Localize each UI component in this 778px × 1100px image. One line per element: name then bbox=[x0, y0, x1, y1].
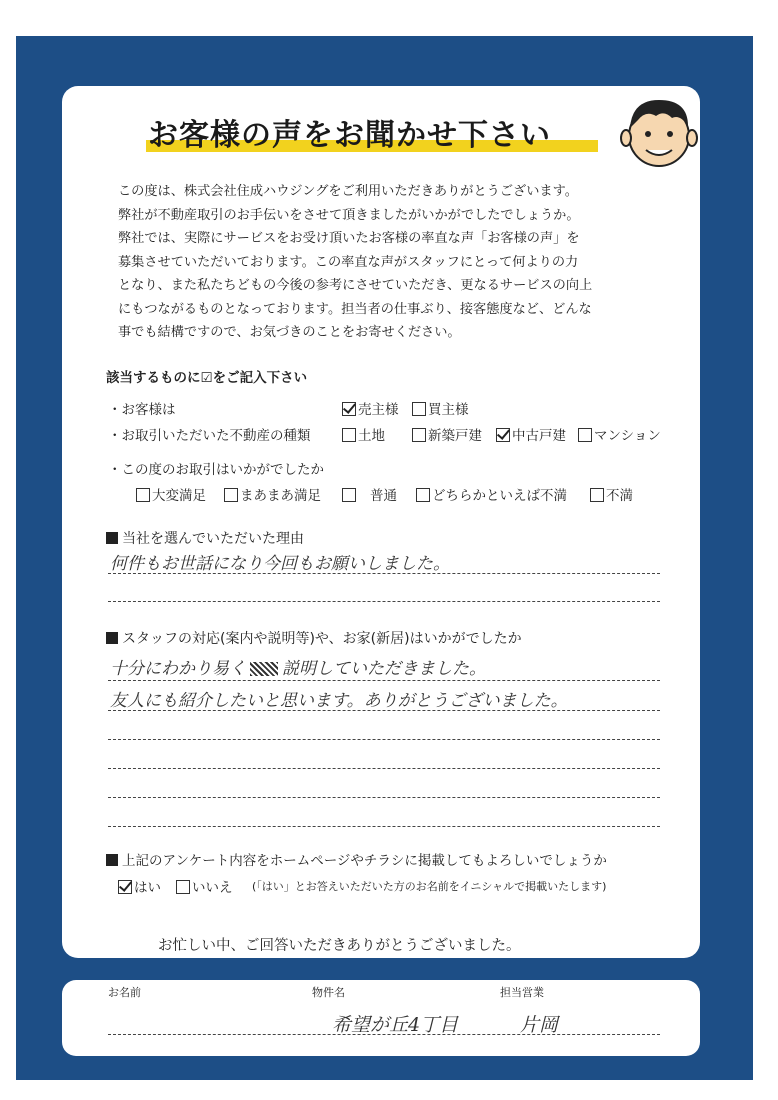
checkbox-yes[interactable] bbox=[118, 880, 132, 894]
option-somewhat-satisfied[interactable]: まあまあ満足 bbox=[224, 484, 321, 504]
option-unsatisfied[interactable]: 不満 bbox=[590, 484, 633, 504]
checkbox-seller[interactable] bbox=[342, 402, 356, 416]
option-normal[interactable]: 普通 bbox=[342, 484, 397, 504]
square-bullet-icon bbox=[106, 532, 118, 544]
name-label: お名前 bbox=[108, 986, 141, 999]
staff-label: 担当営業 bbox=[500, 986, 544, 999]
publish-note: (「はい」とお答えいただいた方のお名前をイニシャルで掲載いたします) bbox=[252, 880, 607, 893]
scribble-mark bbox=[250, 662, 278, 676]
staff-answer-line2: 友人にも紹介したいと思います。ありがとうございました。 bbox=[110, 691, 568, 711]
square-bullet-icon bbox=[106, 854, 118, 866]
property-value: 希望が丘4丁目 bbox=[332, 1014, 459, 1036]
option-land[interactable]: 土地 bbox=[342, 424, 385, 444]
instruction-label: 該当するものに☑をご記入下さい bbox=[106, 370, 308, 386]
staff-heading: スタッフの対応(案内や説明等)や、お家(新居)はいかがでしたか bbox=[106, 628, 522, 648]
option-no[interactable]: いいえ bbox=[176, 876, 233, 896]
option-seller[interactable]: 売主様 bbox=[342, 398, 399, 418]
checkbox-mansion[interactable] bbox=[578, 428, 592, 442]
answer-line bbox=[108, 601, 660, 602]
checkbox-buyer[interactable] bbox=[412, 402, 426, 416]
option-somewhat-unsatisfied[interactable]: どちらかといえば不満 bbox=[416, 484, 567, 504]
reason-heading: 当社を選んでいただいた理由 bbox=[106, 528, 304, 548]
answer-line bbox=[108, 710, 660, 711]
checkbox-somewhat-satisfied[interactable] bbox=[224, 488, 238, 502]
staff-answer-line1: 十分にわかり易く 説明していただきました。 bbox=[110, 659, 486, 679]
checkbox-land[interactable] bbox=[342, 428, 356, 442]
staff-face-icon bbox=[616, 92, 702, 170]
answer-line bbox=[108, 768, 660, 769]
checkbox-new-house[interactable] bbox=[412, 428, 426, 442]
property-label: 物件名 bbox=[312, 986, 345, 999]
question-customer: ・お客様は bbox=[108, 402, 176, 418]
answer-line bbox=[108, 826, 660, 827]
answer-line bbox=[108, 797, 660, 798]
option-used-house[interactable]: 中古戸建 bbox=[496, 424, 566, 444]
publish-heading: 上記のアンケート内容をホームページやチラシに掲載してもよろしいでしょうか bbox=[106, 849, 607, 869]
square-bullet-icon bbox=[106, 632, 118, 644]
checkbox-somewhat-unsatisfied[interactable] bbox=[416, 488, 430, 502]
option-mansion[interactable]: マンション bbox=[578, 424, 661, 444]
checkbox-normal[interactable] bbox=[342, 488, 356, 502]
thanks-message: お忙しい中、ご回答いただきありがとうございました。 bbox=[158, 938, 521, 954]
staff-value: 片岡 bbox=[520, 1014, 559, 1036]
reason-answer: 何件もお世話になり今回もお願いしました。 bbox=[110, 554, 450, 574]
question-type: ・お取引いただいた不動産の種類 bbox=[108, 428, 311, 444]
option-new-house[interactable]: 新築戸建 bbox=[412, 424, 482, 444]
answer-line bbox=[108, 680, 660, 681]
option-buyer[interactable]: 買主様 bbox=[412, 398, 469, 418]
option-very-satisfied[interactable]: 大変満足 bbox=[136, 484, 206, 504]
question-satisfaction: ・この度のお取引はいかがでしたか bbox=[108, 462, 324, 478]
answer-line bbox=[108, 573, 660, 574]
checkbox-unsatisfied[interactable] bbox=[590, 488, 604, 502]
option-yes[interactable]: はい bbox=[118, 876, 161, 896]
footer-line bbox=[108, 1034, 660, 1035]
intro-text: この度は、株式会社住成ハウジングをご利用いただきありがとうございます。 弊社が不動産取引のお手伝いをさせて頂きましたがいかがでしたでしょうか。 弊社では、実際にサービスをお受け頂いたお客様の率直な声「お客様の声」を 募集させていただいております。この率直な声がスタッフにとって何よりの力 となり、また私たちどもの今後の参考にさせていただき、更なるサービスの向上 にもつながるものとなっております。担当者の仕事ぶり、接客態度など、どんな 事でも結構ですので、お気づきのことをお寄せください。 bbox=[118, 184, 593, 340]
checkbox-very-satisfied[interactable] bbox=[136, 488, 150, 502]
page-title: お客様の声をお聞かせ下さい bbox=[148, 118, 551, 153]
checkbox-no[interactable] bbox=[176, 880, 190, 894]
answer-line bbox=[108, 739, 660, 740]
checkbox-used-house[interactable] bbox=[496, 428, 510, 442]
